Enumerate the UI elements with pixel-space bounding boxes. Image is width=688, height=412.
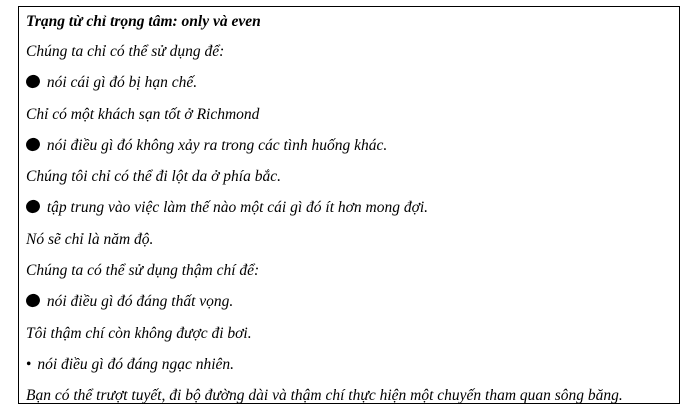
line-text: nói điều gì đó không xảy ra trong các tình huống khác. [46,136,388,154]
line-text: Chỉ có một khách sạn tốt ở Richmond [26,105,260,123]
document-box [18,6,680,404]
small-bullet-icon: • [26,355,32,373]
bullet-dot-icon [24,293,41,310]
line-text: nói điều gì đó đáng thất vọng. [46,293,234,311]
bullet-line-6 [26,192,679,223]
text-line-3 [26,99,679,130]
text-line-1 [26,36,679,67]
line-text: Chúng ta có thể sử dụng thậm chí để: [26,262,260,280]
bullet-dot-icon [24,73,41,90]
line-text: Chúng tôi chỉ có thể đi lột da ở phía bắc. [26,168,281,186]
line-text: nói điều gì đó đáng ngạc nhiên. [37,355,235,373]
bullet-line-11 [26,349,679,380]
bullet-line-4 [26,130,679,161]
line-text: nói cái gì đó bị hạn chế. [46,74,198,92]
bullet-dot-icon [24,199,41,216]
bullet-line-9 [26,286,679,317]
document-title: Trạng từ chỉ trọng tâm: only và even [26,13,261,30]
bullet-line-2 [26,67,679,98]
text-line-10 [26,318,679,349]
text-line-7 [26,224,679,255]
line-text: Chúng ta chỉ có thể sử dụng để: [26,43,225,60]
text-line-8 [26,255,679,286]
line-text: Tôi thậm chí còn không được đi bơi. [26,324,252,342]
line-text: Nó sẽ chỉ là năm độ. [26,230,154,248]
line-text: tập trung vào việc làm thế nào một cái gì đó ít hơn mong đợi. [46,199,429,217]
bullet-dot-icon [24,136,41,153]
text-line-12 [26,380,679,411]
line-text: Bạn có thể trượt tuyết, đi bộ đường dài và thậm chí thực hiện một chuyến tham quan sông băng. [26,387,623,405]
text-line-5 [26,161,679,192]
